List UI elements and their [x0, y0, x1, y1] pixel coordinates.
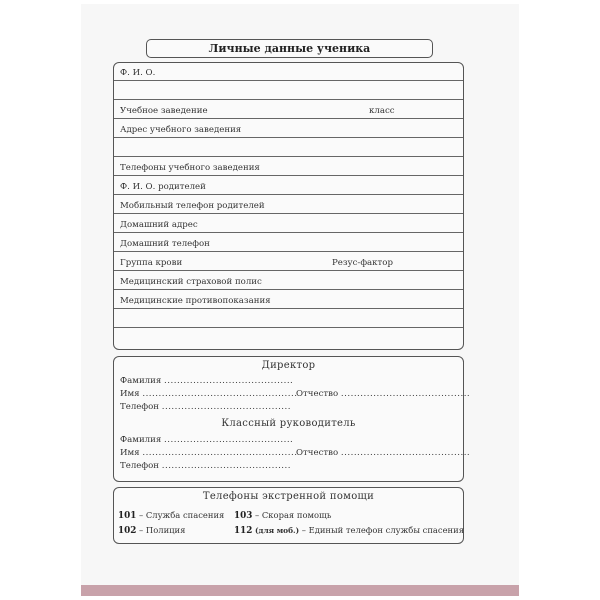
emergency-item-102 — [118, 525, 185, 536]
emergency-text: – Скорая помощь — [255, 510, 332, 520]
label-phone: Телефон — [120, 402, 159, 412]
form-row-blank[interactable] — [114, 308, 463, 328]
emergency-number: 112 — [234, 526, 253, 536]
student-data-form — [113, 62, 464, 350]
emergency-item-101 — [118, 510, 224, 521]
form-row-home-address[interactable] — [114, 213, 463, 233]
emergency-number: 103 — [234, 511, 253, 521]
form-row-insurance[interactable] — [114, 270, 463, 290]
emergency-text: – Единый телефон службы спасения — [301, 525, 465, 535]
student-data-title — [146, 39, 433, 58]
class-teacher-title: Классный руководитель — [221, 418, 356, 429]
director-patronymic-field[interactable] — [296, 389, 470, 399]
form-row-blank[interactable] — [114, 80, 463, 100]
label-full-name: Ф. И. О. — [120, 68, 156, 78]
form-row-blood-group[interactable] — [114, 251, 463, 271]
form-row-parents-mobile[interactable] — [114, 194, 463, 214]
form-row-blank[interactable] — [114, 137, 463, 157]
emergency-text: – Служба спасения — [139, 510, 225, 520]
director-phone-field[interactable] — [120, 402, 291, 412]
form-row-school-phones[interactable] — [114, 156, 463, 176]
label-phone: Телефон — [120, 461, 159, 471]
teacher-patronymic-field[interactable] — [296, 448, 470, 458]
label-patronymic: Отчество — [296, 389, 339, 399]
label-blood-group: Группа крови — [120, 258, 183, 268]
label-home-address: Домашний адрес — [120, 220, 198, 230]
form-row-school-address[interactable] — [114, 118, 463, 138]
label-parents-mobile: Мобильный телефон родителей — [120, 201, 265, 211]
accent-strip — [81, 585, 519, 596]
emergency-text: – Полиция — [139, 525, 186, 535]
dots: ........................................ — [161, 461, 292, 471]
label-patronymic: Отчество — [296, 448, 339, 458]
label-class: класс — [369, 106, 395, 116]
form-row-blank[interactable] — [114, 327, 463, 346]
emergency-phones — [113, 487, 464, 544]
teacher-name-field[interactable] — [120, 448, 297, 458]
dots: ........................................ — [340, 389, 471, 399]
label-insurance: Медицинский страховой полис — [120, 277, 262, 287]
label-surname: Фамилия — [120, 376, 162, 386]
director-title: Директор — [261, 360, 316, 371]
director-name-field[interactable] — [120, 389, 297, 399]
form-row-full-name[interactable] — [114, 63, 463, 81]
dots: ........................................ — [161, 402, 292, 412]
form-row-parents-name[interactable] — [114, 175, 463, 195]
teacher-phone-field[interactable] — [120, 461, 291, 471]
emergency-title: Телефоны экстренной помощи — [202, 491, 375, 502]
label-school: Учебное заведение — [120, 106, 208, 116]
emergency-item-103 — [234, 510, 331, 521]
emergency-number: 102 — [118, 526, 137, 536]
label-contraindications: Медицинские противопоказания — [120, 296, 271, 306]
dots: ........................................ — [164, 435, 294, 445]
director-surname-field[interactable] — [120, 376, 293, 386]
label-parents-name: Ф. И. О. родителей — [120, 182, 206, 192]
label-name: Имя — [120, 448, 140, 458]
form-row-school[interactable] — [114, 99, 463, 119]
dots: ........................................ — [340, 448, 471, 458]
emergency-number: 101 — [118, 511, 137, 521]
staff-contacts — [113, 356, 471, 482]
dots: ........................................ — [164, 376, 294, 386]
label-rh-factor: Резус-фактор — [332, 258, 393, 268]
form-row-home-phone[interactable] — [114, 232, 463, 252]
student-data-title-text: Личные данные ученика — [208, 42, 371, 55]
label-name: Имя — [120, 389, 140, 399]
teacher-surname-field[interactable] — [120, 435, 293, 445]
emergency-note: (для моб.) — [255, 526, 300, 535]
emergency-item-112 — [234, 525, 464, 536]
dots: ................................................ — [142, 448, 298, 458]
form-row-contraindications[interactable] — [114, 289, 463, 309]
dots: ................................................ — [142, 389, 298, 399]
label-school-address: Адрес учебного заведения — [120, 125, 242, 135]
label-home-phone: Домашний телефон — [120, 239, 210, 249]
label-surname: Фамилия — [120, 435, 162, 445]
label-school-phones: Телефоны учебного заведения — [120, 163, 260, 173]
